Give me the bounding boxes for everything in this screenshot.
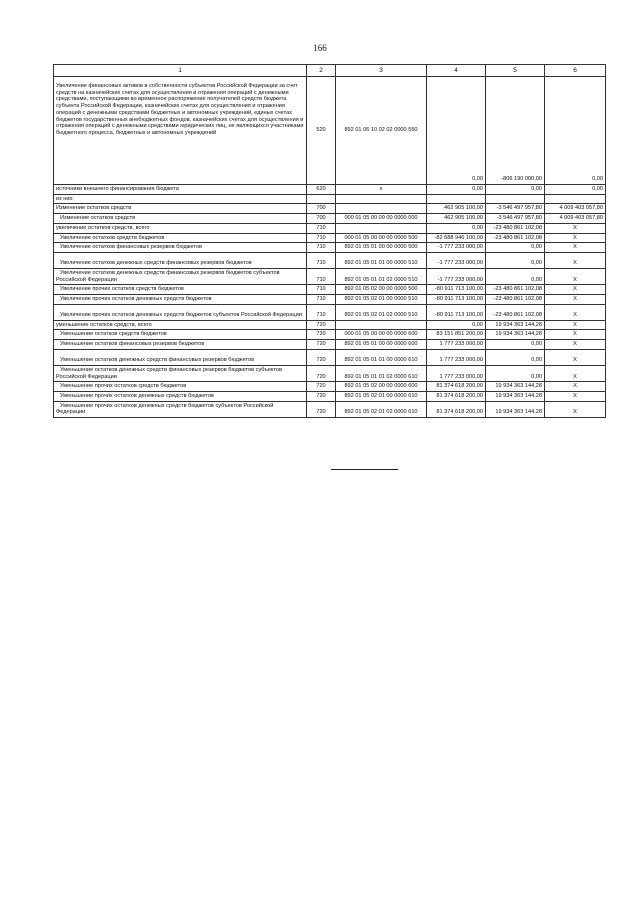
cell-text: X: [573, 224, 577, 231]
table-row: [54, 185, 606, 195]
table-row: [54, 204, 606, 214]
cell-text: 81 374 618 200,00: [436, 409, 483, 416]
cell-text: 19 934 363 144,28: [495, 331, 542, 338]
row-value-col5-cell: [486, 252, 545, 268]
table-row: [54, 382, 606, 392]
row-value-col6-cell: [545, 194, 606, 204]
cell-text: Увеличение остатков денежных средств финансовых резервов бюджетов субъектов Российской Федерации: [56, 269, 280, 283]
cell-text: 0,00: [531, 373, 542, 380]
row-value-col6-cell: [545, 340, 606, 350]
cell-text: 710: [316, 286, 326, 293]
cell-text: 0,00: [472, 176, 483, 183]
cell-text: из них:: [56, 195, 74, 202]
row-line-code-cell: [307, 295, 336, 305]
row-name-cell: [54, 349, 307, 365]
row-value-col4-cell: [427, 185, 486, 195]
cell-text: 720: [316, 373, 326, 380]
row-name-cell: [54, 185, 307, 195]
row-source-code-cell: [336, 214, 427, 224]
row-name-cell: [54, 340, 307, 350]
row-name-cell: [54, 243, 307, 253]
row-line-code-cell: [307, 285, 336, 295]
cell-text: 892 01 05 02 01 02 0000 610: [344, 409, 418, 416]
cell-text: Уменьшение прочих остатков денежных средств бюджетов: [60, 392, 214, 399]
header-cell-3: 3: [336, 65, 427, 77]
cell-text: 720: [316, 331, 326, 338]
table-row: [54, 252, 606, 268]
row-source-code-cell: [336, 320, 427, 330]
row-source-code-cell: [336, 365, 427, 381]
table-row: [54, 320, 606, 330]
row-value-col6-cell: [545, 77, 606, 185]
cell-text: -806 190 000,00: [501, 176, 542, 183]
page-number: 166: [313, 43, 327, 53]
row-value-col5-cell: [486, 268, 545, 284]
cell-text: 000 01 05 00 00 00 0000 600: [344, 331, 418, 338]
cell-text: 892 01 05 01 01 00 0000 510: [344, 260, 418, 267]
cell-text: Увеличение прочих остатков средств бюджетов: [60, 286, 184, 293]
cell-text: 4 009 403 057,80: [559, 215, 603, 222]
row-value-col4-cell: [427, 285, 486, 295]
cell-text: 710: [316, 224, 326, 231]
cell-text: 0,00: [531, 276, 542, 283]
cell-text: 0,00: [592, 176, 603, 183]
cell-text: 0,00: [472, 186, 483, 192]
row-line-code-cell: [307, 77, 336, 185]
cell-text: X: [573, 383, 577, 390]
budget-sources-table: [53, 64, 606, 418]
row-value-col4-cell: [427, 349, 486, 365]
cell-text: X: [573, 312, 577, 319]
row-line-code-cell: [307, 214, 336, 224]
row-value-col5-cell: [486, 382, 545, 392]
cell-text: 1 777 233 000,00: [439, 357, 483, 364]
cell-text: 4 009 403 057,80: [559, 205, 603, 212]
cell-text: -23 480 861 102,08: [493, 312, 542, 319]
row-line-code-cell: [307, 252, 336, 268]
cell-text: -1 777 233 000,00: [437, 276, 483, 283]
cell-text: 710: [316, 276, 326, 283]
cell-text: -23 480 861 102,08: [493, 296, 542, 303]
cell-text: Увеличение остатков финансовых резервов бюджетов: [60, 244, 202, 251]
cell-text: 000 01 05 00 00 00 0000 000: [344, 215, 418, 222]
cell-text: 892 01 05 01 00 00 0000 500: [344, 244, 418, 251]
cell-text: 83 151 851 200,00: [436, 331, 483, 338]
row-source-code-cell: [336, 401, 427, 417]
row-value-col6-cell: [545, 285, 606, 295]
table-row: [54, 304, 606, 320]
row-line-code-cell: [307, 320, 336, 330]
cell-text: -3 546 497 957,80: [496, 215, 542, 222]
row-value-col6-cell: [545, 349, 606, 365]
cell-text: Увеличение финансовых активов в собственности субъектов Российской Федерации за счет средств на казначейских счетах для осуществления и отражения операций с денежными средствами, поступающими во временное распоряжение получателей средств бюджета субъекта Российской Федерации, казначейских счетах для осуществления и отражения операций с денежными средствами бюджетных и автономных учреждений, единых счетах бюджетов государственных внебюджетных фондов, казначейских счетах для осуществления и отражения операций с денежными средствами юридических лиц, не являющихся участниками бюджетного процесса, бюджетных и автономных учреждений: [56, 83, 304, 136]
cell-text: Увеличение остатков денежных средств финансовых резервов бюджетов: [60, 260, 252, 267]
row-name-cell: [54, 214, 307, 224]
cell-text: 720: [316, 409, 326, 416]
cell-text: X: [573, 357, 577, 364]
row-line-code-cell: [307, 243, 336, 253]
row-value-col4-cell: [427, 268, 486, 284]
row-value-col4-cell: [427, 214, 486, 224]
row-value-col5-cell: [486, 223, 545, 233]
cell-text: 892 01 05 01 01 00 0000 610: [344, 357, 418, 364]
cell-text: 0,00: [531, 186, 542, 192]
row-line-code-cell: [307, 194, 336, 204]
cell-text: X: [573, 296, 577, 303]
row-value-col5-cell: [486, 185, 545, 195]
cell-text: 462 905 100,00: [444, 215, 483, 222]
cell-text: -23 480 861 102,08: [493, 286, 542, 293]
cell-text: 892 01 06 10 02 02 0000 550: [344, 127, 418, 134]
row-value-col5-cell: [486, 295, 545, 305]
row-value-col6-cell: [545, 401, 606, 417]
cell-text: Увеличение остатков средств бюджетов: [60, 234, 165, 241]
cell-text: 000 01 05 00 00 00 0000 500: [344, 234, 418, 241]
table-row: [54, 340, 606, 350]
cell-text: источники внешнего финансирования бюджета: [56, 186, 179, 192]
cell-text: 720: [316, 341, 326, 348]
row-value-col4-cell: [427, 243, 486, 253]
row-value-col5-cell: [486, 330, 545, 340]
cell-text: 462 905 100,00: [444, 205, 483, 212]
row-value-col6-cell: [545, 330, 606, 340]
row-source-code-cell: [336, 340, 427, 350]
header-cell-6: 6: [545, 65, 606, 77]
row-source-code-cell: [336, 185, 427, 195]
header-cell-4: 4: [427, 65, 486, 77]
cell-text: 19 934 363 144,28: [495, 383, 542, 390]
cell-text: 1 777 233 000,00: [439, 373, 483, 380]
row-value-col6-cell: [545, 204, 606, 214]
row-name-cell: [54, 77, 307, 185]
cell-text: 19 934 363 144,28: [495, 321, 542, 328]
row-line-code-cell: [307, 268, 336, 284]
cell-text: Изменение остатков средств: [60, 215, 136, 222]
row-name-cell: [54, 233, 307, 243]
row-value-col5-cell: [486, 349, 545, 365]
table-header-row: [54, 65, 606, 77]
cell-text: Уменьшение остатков средств бюджетов: [60, 331, 167, 338]
row-value-col4-cell: [427, 391, 486, 401]
row-source-code-cell: [336, 391, 427, 401]
cell-text: Изменение остатков средств: [56, 205, 132, 212]
table-row: [54, 391, 606, 401]
cell-text: 0,00: [472, 321, 483, 328]
table-row: [54, 223, 606, 233]
row-value-col6-cell: [545, 391, 606, 401]
cell-text: 710: [316, 244, 326, 251]
row-value-col5-cell: [486, 340, 545, 350]
row-line-code-cell: [307, 304, 336, 320]
row-value-col6-cell: [545, 223, 606, 233]
row-source-code-cell: [336, 382, 427, 392]
row-line-code-cell: [307, 391, 336, 401]
cell-text: 0,00: [531, 260, 542, 267]
row-source-code-cell: [336, 285, 427, 295]
cell-text: X: [573, 331, 577, 338]
table-row: [54, 295, 606, 305]
row-value-col6-cell: [545, 365, 606, 381]
row-name-cell: [54, 285, 307, 295]
row-value-col4-cell: [427, 223, 486, 233]
row-source-code-cell: [336, 268, 427, 284]
row-name-cell: [54, 268, 307, 284]
cell-text: X: [573, 276, 577, 283]
row-value-col6-cell: [545, 214, 606, 224]
row-value-col5-cell: [486, 401, 545, 417]
table-row: [54, 77, 606, 185]
row-name-cell: [54, 382, 307, 392]
row-value-col6-cell: [545, 233, 606, 243]
row-name-cell: [54, 194, 307, 204]
row-value-col6-cell: [545, 382, 606, 392]
cell-text: -80 911 713 100,00: [434, 312, 483, 319]
cell-text: Уменьшение остатков финансовых резервов бюджетов: [60, 341, 205, 348]
cell-text: 710: [316, 296, 326, 303]
row-value-col4-cell: [427, 77, 486, 185]
table-row: [54, 214, 606, 224]
row-source-code-cell: [336, 243, 427, 253]
row-value-col6-cell: [545, 252, 606, 268]
row-value-col5-cell: [486, 77, 545, 185]
cell-text: 700: [316, 205, 326, 212]
row-source-code-cell: [336, 304, 427, 320]
table-row: [54, 243, 606, 253]
row-name-cell: [54, 330, 307, 340]
row-line-code-cell: [307, 365, 336, 381]
row-value-col6-cell: [545, 243, 606, 253]
cell-text: 0,00: [531, 341, 542, 348]
row-name-cell: [54, 401, 307, 417]
row-source-code-cell: [336, 204, 427, 214]
row-name-cell: [54, 304, 307, 320]
cell-text: 0,00: [531, 244, 542, 251]
cell-text: 892 01 05 02 00 00 0000 600: [344, 383, 418, 390]
cell-text: 700: [316, 215, 326, 222]
cell-text: 710: [316, 312, 326, 319]
cell-text: -80 911 713 100,00: [434, 286, 483, 293]
row-value-col5-cell: [486, 304, 545, 320]
row-line-code-cell: [307, 401, 336, 417]
row-value-col4-cell: [427, 382, 486, 392]
cell-text: Уменьшение прочих остатков средств бюджетов: [60, 383, 187, 390]
row-source-code-cell: [336, 233, 427, 243]
cell-text: 0,00: [592, 186, 603, 192]
table-row: [54, 365, 606, 381]
row-line-code-cell: [307, 185, 336, 195]
row-value-col4-cell: [427, 252, 486, 268]
cell-text: 81 374 618 200,00: [436, 383, 483, 390]
cell-text: 720: [316, 392, 326, 399]
row-value-col4-cell: [427, 304, 486, 320]
row-value-col4-cell: [427, 233, 486, 243]
cell-text: 710: [316, 234, 326, 241]
cell-text: 19 934 363 144,28: [495, 392, 542, 399]
row-value-col5-cell: [486, 233, 545, 243]
row-value-col6-cell: [545, 320, 606, 330]
row-source-code-cell: [336, 330, 427, 340]
cell-text: 892 01 05 02 01 00 0000 610: [344, 392, 418, 399]
row-line-code-cell: [307, 223, 336, 233]
row-name-cell: [54, 391, 307, 401]
cell-text: 720: [316, 357, 326, 364]
cell-text: 892 01 05 02 01 02 0000 510: [344, 312, 418, 319]
row-value-col4-cell: [427, 365, 486, 381]
row-value-col6-cell: [545, 185, 606, 195]
row-value-col5-cell: [486, 243, 545, 253]
row-line-code-cell: [307, 340, 336, 350]
row-line-code-cell: [307, 382, 336, 392]
cell-text: Уменьшение остатков денежных средств финансовых резервов бюджетов субъектов Российской Федерации: [56, 366, 283, 380]
cell-text: Уменьшение остатков денежных средств финансовых резервов бюджетов: [60, 357, 255, 364]
row-value-col5-cell: [486, 194, 545, 204]
cell-text: 892 01 05 02 01 00 0000 510: [344, 296, 418, 303]
row-source-code-cell: [336, 349, 427, 365]
row-line-code-cell: [307, 330, 336, 340]
row-value-col4-cell: [427, 194, 486, 204]
row-value-col5-cell: [486, 391, 545, 401]
end-of-table-rule: [331, 469, 398, 470]
row-name-cell: [54, 223, 307, 233]
table-row: [54, 401, 606, 417]
row-value-col5-cell: [486, 204, 545, 214]
cell-text: X: [573, 373, 577, 380]
row-source-code-cell: [336, 194, 427, 204]
header-cell-5: 5: [486, 65, 545, 77]
table-row: [54, 194, 606, 204]
cell-text: 1 777 233 000,00: [439, 341, 483, 348]
cell-text: 710: [316, 260, 326, 267]
row-value-col5-cell: [486, 285, 545, 295]
cell-text: 892 01 05 01 00 00 0000 600: [344, 341, 418, 348]
cell-text: -3 546 497 957,80: [496, 205, 542, 212]
row-name-cell: [54, 295, 307, 305]
cell-text: X: [573, 260, 577, 267]
cell-text: 81 374 618 200,00: [436, 392, 483, 399]
cell-text: 520: [316, 127, 326, 134]
cell-text: Увеличение прочих остатков денежных средств бюджетов субъектов Российской Федерации: [60, 312, 302, 319]
cell-text: -80 911 713 100,00: [434, 296, 483, 303]
row-value-col4-cell: [427, 320, 486, 330]
cell-text: -1 777 233 000,00: [437, 244, 483, 251]
row-source-code-cell: [336, 252, 427, 268]
table-row: [54, 233, 606, 243]
cell-text: X: [573, 234, 577, 241]
row-line-code-cell: [307, 204, 336, 214]
row-line-code-cell: [307, 349, 336, 365]
cell-text: уменьшение остатков средств, всего: [56, 321, 152, 328]
cell-text: увеличение остатков средств, всего: [56, 224, 150, 231]
row-source-code-cell: [336, 77, 427, 185]
row-name-cell: [54, 252, 307, 268]
row-value-col4-cell: [427, 204, 486, 214]
row-source-code-cell: [336, 295, 427, 305]
row-value-col4-cell: [427, 330, 486, 340]
table-row: [54, 349, 606, 365]
table-row: [54, 285, 606, 295]
row-name-cell: [54, 204, 307, 214]
cell-text: X: [573, 286, 577, 293]
row-value-col6-cell: [545, 268, 606, 284]
cell-text: 720: [316, 321, 326, 328]
row-name-cell: [54, 365, 307, 381]
header-cell-1: 1: [54, 65, 307, 77]
row-value-col5-cell: [486, 320, 545, 330]
cell-text: x: [379, 186, 383, 192]
cell-text: 892 01 05 02 00 00 0000 500: [344, 286, 418, 293]
cell-text: 720: [316, 383, 326, 390]
cell-text: -23 480 861 102,08: [493, 234, 542, 241]
cell-text: X: [573, 321, 577, 328]
row-line-code-cell: [307, 233, 336, 243]
cell-text: -1 777 233 000,00: [437, 260, 483, 267]
row-value-col4-cell: [427, 401, 486, 417]
table-row: [54, 330, 606, 340]
table-row: [54, 268, 606, 284]
row-value-col6-cell: [545, 304, 606, 320]
cell-text: 892 01 05 01 01 02 0000 510: [344, 276, 418, 283]
cell-text: -82 688 946 100,00: [434, 234, 483, 241]
cell-text: 0,00: [472, 224, 483, 231]
cell-text: X: [573, 341, 577, 348]
cell-text: X: [573, 409, 577, 416]
row-value-col5-cell: [486, 214, 545, 224]
row-source-code-cell: [336, 223, 427, 233]
row-value-col6-cell: [545, 295, 606, 305]
cell-text: Увеличение прочих остатков денежных средств бюджетов: [60, 296, 212, 303]
row-value-col5-cell: [486, 365, 545, 381]
cell-text: 892 01 05 01 01 02 0000 610: [344, 373, 418, 380]
cell-text: 620: [316, 186, 326, 192]
cell-text: 19 934 363 144,28: [495, 409, 542, 416]
cell-text: Уменьшение прочих остатков денежных средств бюджетов субъектов Российской Федерации: [56, 402, 274, 416]
header-cell-2: 2: [307, 65, 336, 77]
row-value-col4-cell: [427, 340, 486, 350]
cell-text: 0,00: [531, 357, 542, 364]
cell-text: X: [573, 392, 577, 399]
row-value-col4-cell: [427, 295, 486, 305]
cell-text: X: [573, 244, 577, 251]
row-name-cell: [54, 320, 307, 330]
cell-text: -23 480 861 102,08: [493, 224, 542, 231]
